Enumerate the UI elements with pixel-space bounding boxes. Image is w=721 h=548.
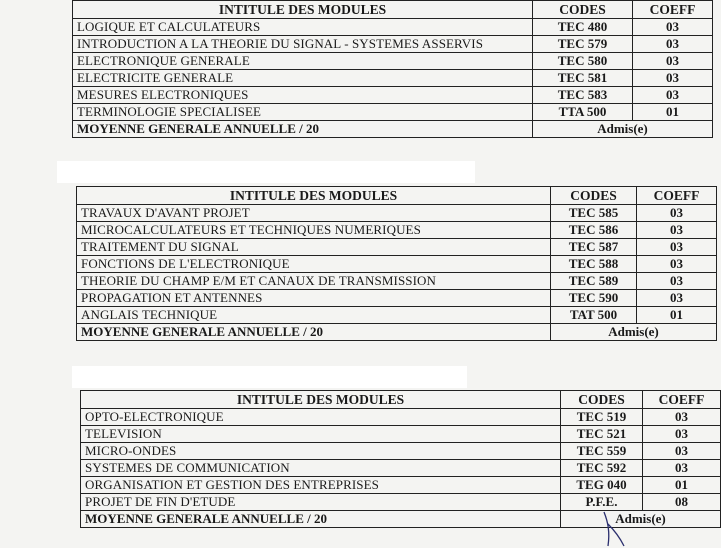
module-table-1 bbox=[72, 0, 712, 138]
table-row bbox=[81, 460, 721, 477]
module-coeff: 03 bbox=[633, 87, 713, 104]
module-code: TEC 480 bbox=[533, 19, 633, 36]
table-row bbox=[73, 36, 713, 53]
module-coeff: 01 bbox=[643, 477, 721, 494]
table-row bbox=[73, 53, 713, 70]
redacted-area-1 bbox=[57, 161, 475, 183]
module-coeff: 01 bbox=[637, 307, 717, 324]
module-coeff: 03 bbox=[637, 273, 717, 290]
module-coeff: 03 bbox=[637, 290, 717, 307]
header-code: CODES bbox=[533, 1, 633, 19]
header-code: CODES bbox=[551, 187, 637, 205]
table-row bbox=[77, 222, 717, 239]
module-code: TEC 579 bbox=[533, 36, 633, 53]
table-row bbox=[73, 87, 713, 104]
module-name: ORGANISATION ET GESTION DES ENTREPRISES bbox=[81, 477, 561, 494]
table-row bbox=[77, 307, 717, 324]
module-name: MICROCALCULATEURS ET TECHNIQUES NUMERIQUES bbox=[77, 222, 551, 239]
header-coeff: COEFF bbox=[637, 187, 717, 205]
summary-label: MOYENNE GENERALE ANNUELLE / 20 bbox=[77, 324, 551, 341]
table-row bbox=[81, 409, 721, 426]
module-coeff: 03 bbox=[633, 19, 713, 36]
module-name: THEORIE DU CHAMP E/M ET CANAUX DE TRANSMISSION bbox=[77, 273, 551, 290]
header-coeff: COEFF bbox=[643, 391, 721, 409]
header-module: INTITULE DES MODULES bbox=[73, 1, 533, 19]
module-name: ELECTRONIQUE GENERALE bbox=[73, 53, 533, 70]
module-code: P.F.E. bbox=[561, 494, 643, 511]
module-name: TRAVAUX D'AVANT PROJET bbox=[77, 205, 551, 222]
module-coeff: 03 bbox=[633, 53, 713, 70]
module-code: TEC 583 bbox=[533, 87, 633, 104]
summary-label: MOYENNE GENERALE ANNUELLE / 20 bbox=[81, 511, 561, 528]
module-name: TERMINOLOGIE SPECIALISEE bbox=[73, 104, 533, 121]
module-name: INTRODUCTION A LA THEORIE DU SIGNAL - SYSTEMES ASSERVIS bbox=[73, 36, 533, 53]
module-coeff: 03 bbox=[643, 460, 721, 477]
table-row bbox=[73, 70, 713, 87]
module-code: TEG 040 bbox=[561, 477, 643, 494]
module-name: MICRO-ONDES bbox=[81, 443, 561, 460]
module-coeff: 03 bbox=[643, 443, 721, 460]
table-row bbox=[77, 273, 717, 290]
summary-result: Admis(e) bbox=[551, 324, 717, 341]
header-coeff: COEFF bbox=[633, 1, 713, 19]
module-code: TEC 581 bbox=[533, 70, 633, 87]
summary-row bbox=[73, 121, 713, 138]
module-code: TEC 589 bbox=[551, 273, 637, 290]
module-coeff: 03 bbox=[633, 70, 713, 87]
table-row bbox=[77, 205, 717, 222]
module-code: TEC 588 bbox=[551, 256, 637, 273]
module-coeff: 03 bbox=[637, 239, 717, 256]
module-coeff: 03 bbox=[637, 205, 717, 222]
table-row bbox=[77, 290, 717, 307]
module-code: TEC 585 bbox=[551, 205, 637, 222]
module-code: TTA 500 bbox=[533, 104, 633, 121]
summary-result: Admis(e) bbox=[561, 511, 721, 528]
module-coeff: 01 bbox=[633, 104, 713, 121]
module-code: TEC 580 bbox=[533, 53, 633, 70]
module-coeff: 03 bbox=[637, 256, 717, 273]
header-code: CODES bbox=[561, 391, 643, 409]
module-coeff: 03 bbox=[643, 409, 721, 426]
module-code: TEC 590 bbox=[551, 290, 637, 307]
module-coeff: 03 bbox=[637, 222, 717, 239]
table-row bbox=[81, 477, 721, 494]
summary-row bbox=[77, 324, 717, 341]
table-row bbox=[81, 426, 721, 443]
table-row bbox=[73, 104, 713, 121]
table-row bbox=[81, 443, 721, 460]
pen-stroke-mark bbox=[596, 508, 636, 548]
module-name: PROJET DE FIN D'ETUDE bbox=[81, 494, 561, 511]
summary-label: MOYENNE GENERALE ANNUELLE / 20 bbox=[73, 121, 533, 138]
redacted-area-2 bbox=[72, 366, 467, 388]
module-code: TEC 521 bbox=[561, 426, 643, 443]
header-module: INTITULE DES MODULES bbox=[77, 187, 551, 205]
module-name: MESURES ELECTRONIQUES bbox=[73, 87, 533, 104]
summary-result: Admis(e) bbox=[533, 121, 713, 138]
module-name: PROPAGATION ET ANTENNES bbox=[77, 290, 551, 307]
module-name: ELECTRICITE GENERALE bbox=[73, 70, 533, 87]
module-name: TELEVISION bbox=[81, 426, 561, 443]
module-name: SYSTEMES DE COMMUNICATION bbox=[81, 460, 561, 477]
module-code: TEC 519 bbox=[561, 409, 643, 426]
module-coeff: 08 bbox=[643, 494, 721, 511]
table-row bbox=[73, 19, 713, 36]
module-name: OPTO-ELECTRONIQUE bbox=[81, 409, 561, 426]
table-row bbox=[77, 239, 717, 256]
module-code: TEC 586 bbox=[551, 222, 637, 239]
module-coeff: 03 bbox=[633, 36, 713, 53]
module-name: FONCTIONS DE L'ELECTRONIQUE bbox=[77, 256, 551, 273]
module-table-2 bbox=[76, 186, 716, 341]
module-name: ANGLAIS TECHNIQUE bbox=[77, 307, 551, 324]
header-module: INTITULE DES MODULES bbox=[81, 391, 561, 409]
module-code: TAT 500 bbox=[551, 307, 637, 324]
module-code: TEC 592 bbox=[561, 460, 643, 477]
module-name: LOGIQUE ET CALCULATEURS bbox=[73, 19, 533, 36]
module-code: TEC 587 bbox=[551, 239, 637, 256]
table-row bbox=[77, 256, 717, 273]
module-name: TRAITEMENT DU SIGNAL bbox=[77, 239, 551, 256]
module-code: TEC 559 bbox=[561, 443, 643, 460]
module-coeff: 03 bbox=[643, 426, 721, 443]
